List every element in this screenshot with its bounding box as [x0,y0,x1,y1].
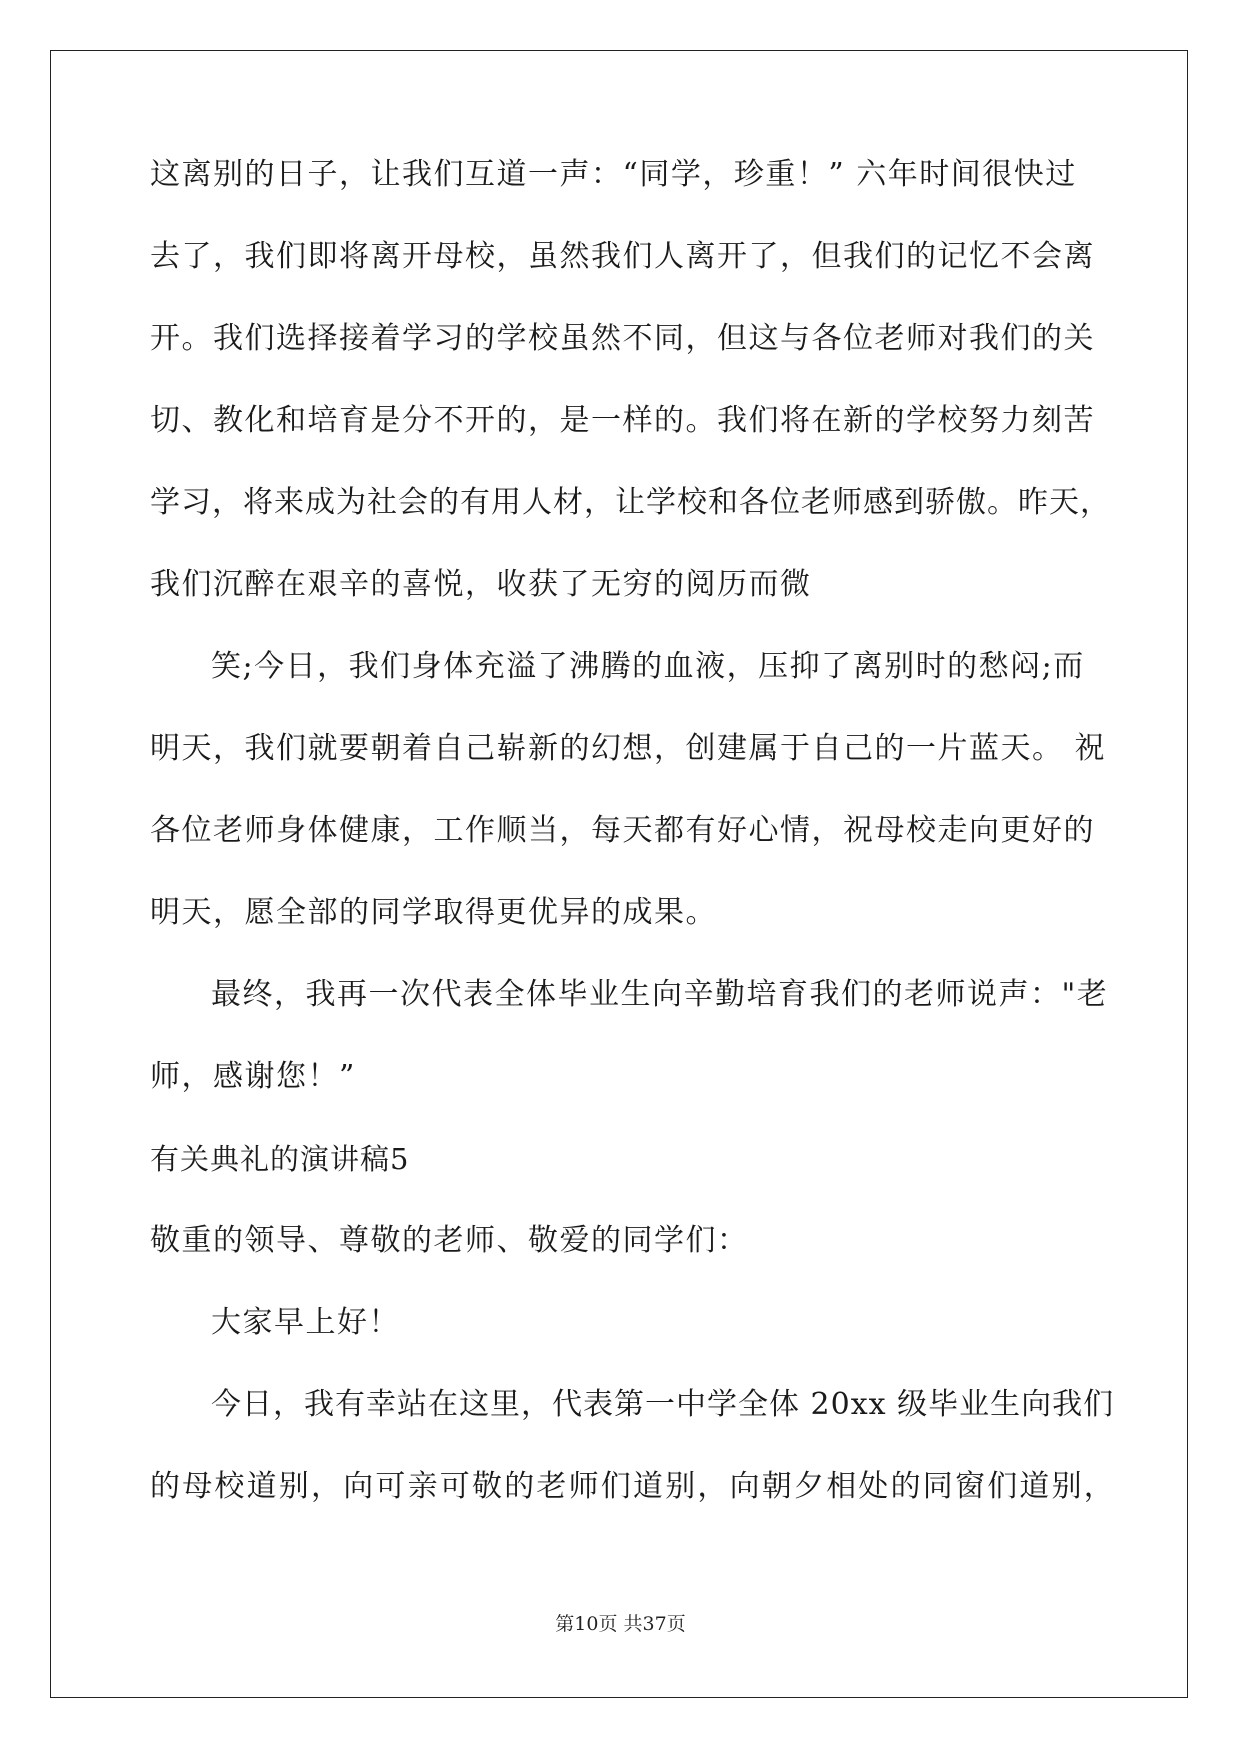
page-number: 第10页 共37页 [555,1613,686,1635]
text-line: 明天，我们就要朝着自己崭新的幻想，创建属于自己的一片蓝天。 祝 [150,731,1107,766]
text-line: 学习，将来成为社会的有用人材，让学校和各位老师感到骄傲。昨天， [150,485,1111,520]
section-heading: 有关典礼的演讲稿5 [150,1142,410,1176]
document-body [150,157,1116,1554]
text-line: 的母校道别，向可亲可敬的老师们道别，向朝夕相处的同窗们道别， [150,1469,1116,1504]
salutation-line: 敬重的领导、尊敬的老师、敬爱的同学们： [150,1223,749,1258]
text-line: 师，感谢您！” [150,1059,356,1094]
text-line: 各位老师身体健康，工作顺当，每天都有好心情，祝母校走向更好的 [150,813,1095,848]
text-line: 今日，我有幸站在这里，代表第一中学全体 20xx 级毕业生向我们 [211,1387,1115,1422]
text-line: 笑;今日，我们身体充溢了沸腾的血液，压抑了离别时的愁闷;而 [211,649,1085,684]
text-line: 我们沉醉在艰辛的喜悦，收获了无穷的阅历而微 [150,567,812,602]
text-line: 这离别的日子，让我们互道一声：“同学，珍重！” 六年时间很快过 [150,157,1077,192]
text-line: 去了，我们即将离开母校，虽然我们人离开了，但我们的记忆不会离 [150,239,1095,274]
text-line: 明天，愿全部的同学取得更优异的成果。 [150,895,717,930]
greeting-line: 大家早上好！ [211,1305,400,1340]
text-line: 切、教化和培育是分不开的，是一样的。我们将在新的学校努力刻苦 [150,403,1095,438]
text-line: 开。我们选择接着学习的学校虽然不同，但这与各位老师对我们的关 [150,321,1095,356]
text-line: 最终，我再一次代表全体毕业生向辛勤培育我们的老师说声："老 [211,977,1109,1012]
